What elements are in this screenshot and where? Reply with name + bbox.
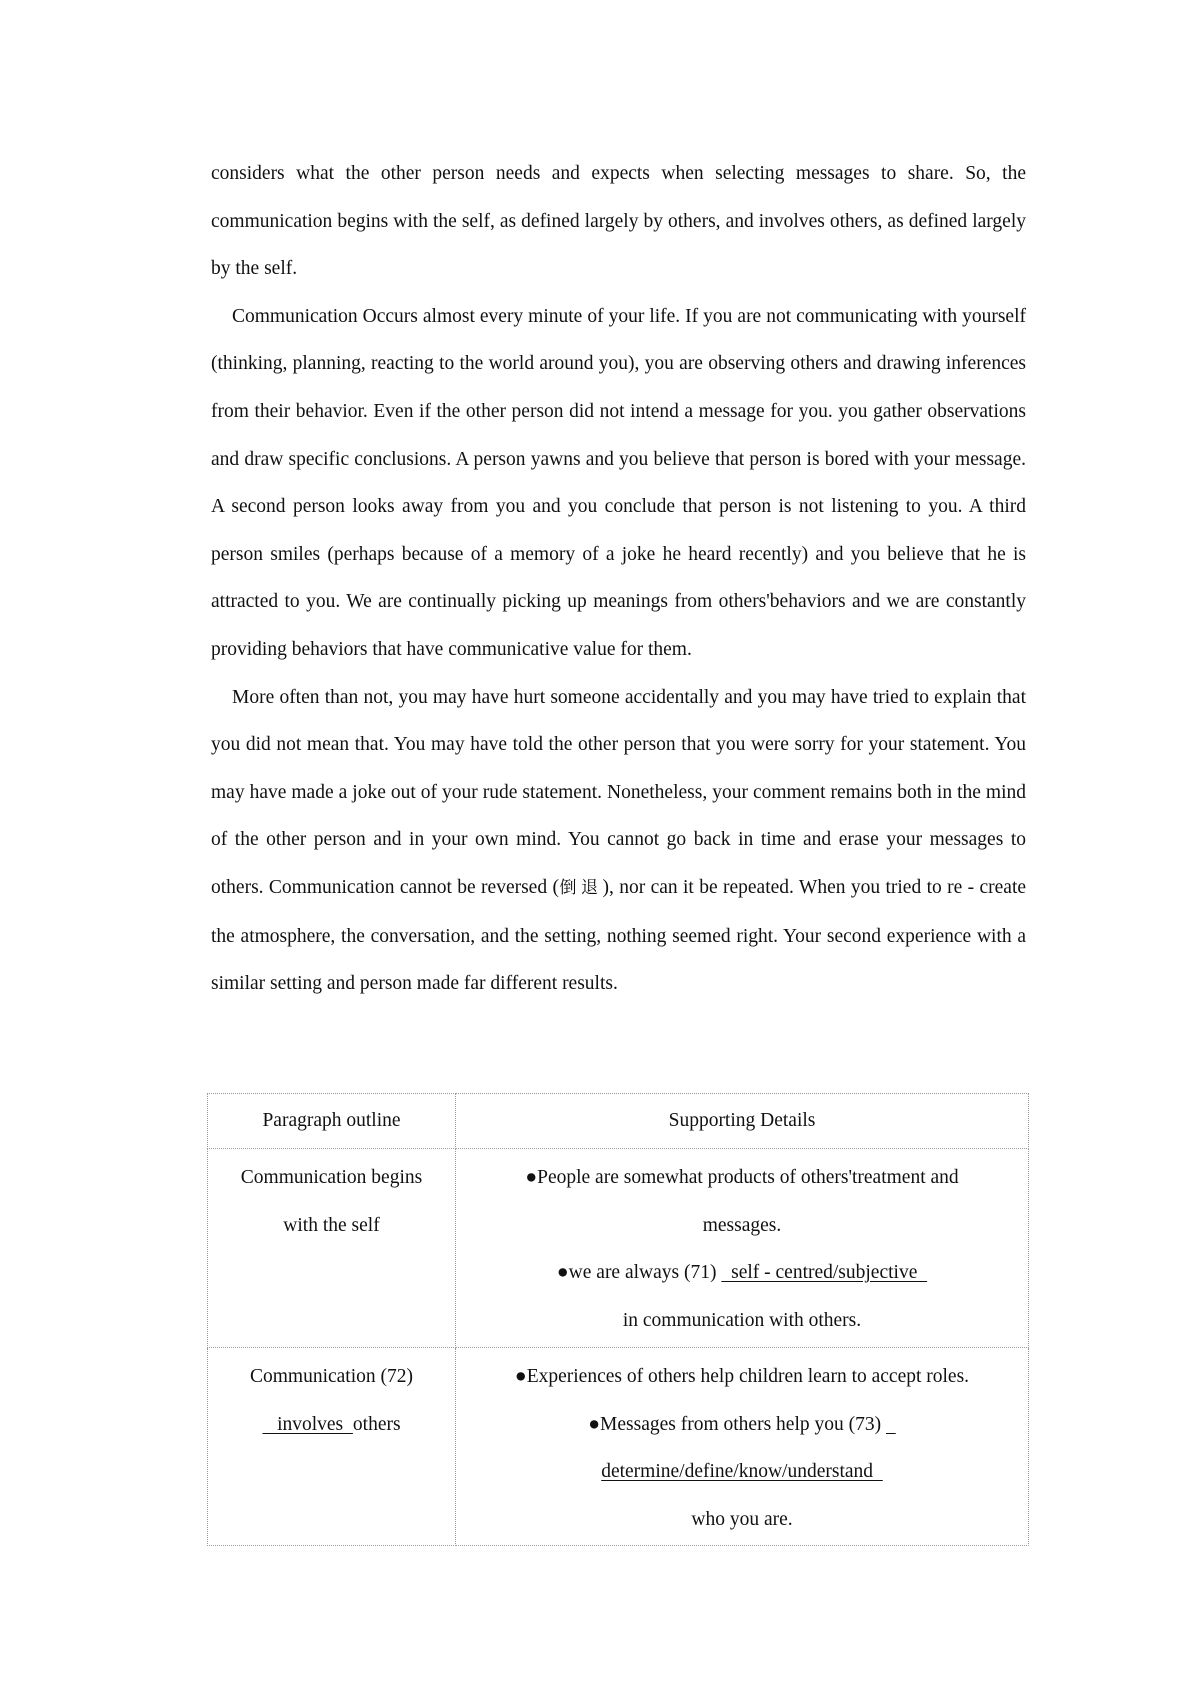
answer-73: determine/define/know/understand xyxy=(601,1461,883,1482)
header-paragraph-outline: Paragraph outline xyxy=(208,1094,456,1149)
header-supporting-details: Supporting Details xyxy=(456,1094,1029,1149)
paragraph-2: Communication Occurs almost every minute of your life. If you are not communicating with yourself (thinking, planning, reacting to the world around you), you are observing others and drawing inferences from their behavior. Even if the other person did not intend a message for you. you gather observations and draw specific conclusions. A person yawns and you believe that person is bored with your message. A second person looks away from you and you conclude that person is not listening to you. A third person smiles (perhaps because of a memory of a joke he heard recently) and you believe that he is attracted to you. We are continually picking up meanings from others'behaviors and we are constantly providing behaviors that have communicative value for them. xyxy=(211,305,1026,660)
detail-1-1-cont: messages. xyxy=(702,1214,782,1236)
detail-1-2-cont: in communication with others. xyxy=(622,1309,862,1331)
outline-table xyxy=(207,1093,1029,1546)
details-cell-1 xyxy=(456,1149,1029,1348)
detail-2-1-text: Experiences of others help children learn to accept roles. xyxy=(526,1366,970,1387)
detail-2-1 xyxy=(457,1353,1027,1401)
chinese-gloss: 倒退 xyxy=(558,877,603,898)
answer-71: self - centred/subjective xyxy=(721,1262,928,1283)
detail-1-2 xyxy=(457,1249,1027,1297)
outline-cell-1 xyxy=(208,1149,456,1348)
table-header-row xyxy=(208,1094,1029,1149)
answer-73-blank xyxy=(886,1414,896,1435)
table-row xyxy=(208,1149,1029,1348)
bullet-icon: ● xyxy=(556,1262,569,1283)
paragraph-3-text-b: ), nor can it be repeated. When you tried to re - create the atmosphere, the conversation, and the setting, nothing seemed right. Your second experience with a similar setting and person made far different results. xyxy=(211,876,1027,995)
outline-1-line-1: Communication begins xyxy=(240,1167,423,1188)
details-cell-2 xyxy=(456,1348,1029,1546)
detail-1-1-text: People are somewhat products of others'treatment and xyxy=(537,1167,959,1188)
outline-1-line-2: with the self xyxy=(283,1214,380,1236)
bullet-icon: ● xyxy=(514,1366,527,1387)
reading-passage xyxy=(211,150,1026,1008)
detail-2-2-cont xyxy=(457,1448,1027,1496)
paragraph-1: considers what the other person needs and expects when selecting messages to share. So, the communication begins with the self, as defined largely by others, and involves others, as defined largely by the self. xyxy=(211,163,1026,280)
outline-2-line-1: Communication (72) xyxy=(249,1366,414,1387)
bullet-icon: ● xyxy=(525,1167,538,1188)
detail-2-2 xyxy=(457,1401,1027,1449)
detail-1-2-prefix: we are always (71) xyxy=(568,1262,722,1283)
outline-2-suffix: others xyxy=(352,1413,401,1435)
paragraph-3 xyxy=(211,674,1026,1008)
detail-1-1 xyxy=(457,1154,1027,1202)
bullet-icon: ● xyxy=(588,1413,601,1435)
outline-2-line-2 xyxy=(209,1401,454,1449)
outline-cell-2 xyxy=(208,1348,456,1546)
paragraph-3-text-a: More often than not, you may have hurt someone accidentally and you may have tried to explain that you did not mean that. You may have told the other person that you were sorry for your statement. You may have made a joke out of your rude statement. Nonetheless, your comment remains both in the mind of the other person and in your own mind. You cannot go back in time and erase your messages to others. Communication cannot be reversed ( xyxy=(211,686,1026,898)
detail-2-2-end: who you are. xyxy=(691,1508,793,1530)
answer-72: involves xyxy=(262,1413,353,1435)
detail-2-2-prefix: Messages from others help you (73) xyxy=(600,1413,886,1435)
table-row xyxy=(208,1348,1029,1546)
